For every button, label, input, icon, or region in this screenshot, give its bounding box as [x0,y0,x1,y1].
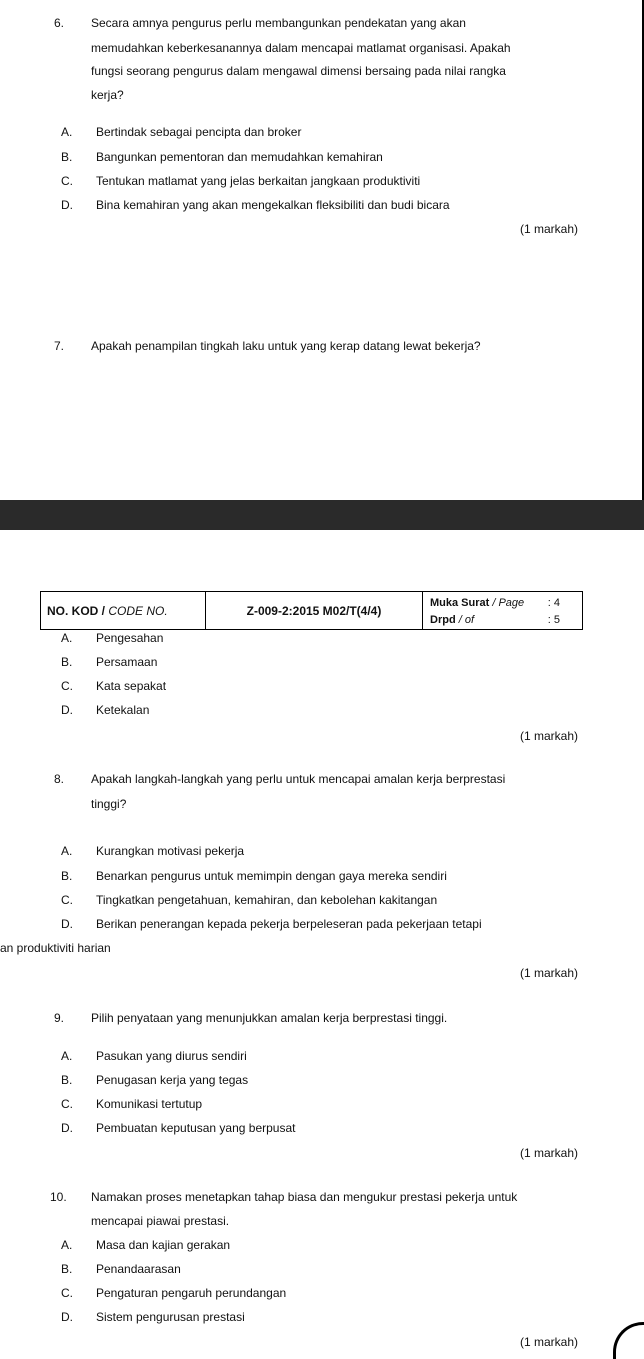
option-letter: B. [61,1073,73,1087]
code-label: NO. KOD / [47,603,109,618]
option-letter: B. [61,869,73,883]
code-value: Z-009-2:2015 M02/T(4/4) [246,603,382,618]
option-text: Ketekalan [96,703,150,717]
option-letter: D. [61,703,73,717]
option-text: Pembuatan keputusan yang berpusat [96,1121,296,1135]
option-letter: C. [61,174,73,188]
page-curl-corner [613,1322,644,1359]
option-text: Pengesahan [96,631,164,645]
page-label: Muka Surat [430,597,490,609]
option-text: Kata sepakat [96,679,167,693]
mark-label: (1 markah) [519,222,578,236]
option-letter: C. [61,1286,73,1300]
question-text-line: tinggi? [91,797,127,811]
question-text-line: mencapai piawai prestasi. [91,1214,230,1228]
question-text-line: Namakan proses menetapkan tahap biasa dan mengukur prestasi pekerja untuk [91,1190,518,1204]
option-letter: D. [61,198,73,212]
option-letter: D. [61,1121,73,1135]
of-label: Drpd [430,614,456,626]
mark-label: (1 markah) [519,1146,578,1160]
option-letter: D. [61,1310,73,1324]
option-text: Komunikasi tertutup [96,1097,203,1111]
mark-label: (1 markah) [519,966,578,980]
of-label-italic: / of [458,614,475,626]
option-text: Pasukan yang diurus sendiri [96,1049,247,1063]
option-text: Persamaan [96,655,158,669]
page-label-italic: / Page [492,597,525,609]
code-label-italic: CODE NO. [108,603,168,618]
option-letter: B. [61,1262,73,1276]
option-letter: A. [61,1049,73,1063]
question-text-line: fungsi seorang pengurus dalam mengawal dimensi bersaing pada nilai rangka [91,64,506,78]
code-value-cell [206,592,423,630]
option-text: Kurangkan motivasi pekerja [96,844,245,858]
page-value: : 4 [547,597,560,609]
option-text: Berikan penerangan kepada pekerja berpeleseran pada pekerjaan tetapi [96,917,482,931]
page-info-cell [423,592,583,630]
option-letter: A. [61,125,73,139]
mark-label: (1 markah) [519,1335,578,1349]
code-label-cell [41,592,206,630]
option-letter: C. [61,1097,73,1111]
option-letter: A. [61,844,73,858]
question-text-line: Apakah langkah-langkah yang perlu untuk mencapai amalan kerja berprestasi [91,772,506,786]
option-letter: A. [61,1238,73,1252]
option-text: Tingkatkan pengetahuan, kemahiran, dan kebolehan kakitangan [96,893,438,907]
option-text: Benarkan pengurus untuk memimpin dengan gaya mereka sendiri [96,869,447,883]
question-text: Apakah penampilan tingkah laku untuk yang kerap datang lewat bekerja? [91,339,481,353]
option-letter: C. [61,893,73,907]
question-text-line: Secara amnya pengurus perlu membangunkan pendekatan yang akan [91,16,466,30]
question-text-line: kerja? [91,88,124,102]
option-text: Penugasan kerja yang tegas [96,1073,249,1087]
option-text: Tentukan matlamat yang jelas berkaitan jangkaan produktiviti [96,174,421,188]
page-break-band [0,500,644,530]
question-text: Pilih penyataan yang menunjukkan amalan kerja berprestasi tinggi. [91,1011,448,1025]
option-letter: B. [61,655,73,669]
question-number: 7. [54,339,65,353]
option-text: Bangunkan pementoran dan memudahkan kemahiran [96,150,383,164]
mark-label: (1 markah) [519,729,578,743]
option-text-overflow: an produktiviti harian [0,941,111,955]
option-letter: A. [61,631,73,645]
option-text: Pengaturan pengaruh perundangan [96,1286,287,1300]
option-text: Bertindak sebagai pencipta dan broker [96,125,302,139]
option-text: Bina kemahiran yang akan mengekalkan fleksibiliti dan budi bicara [96,198,450,212]
option-text: Masa dan kajian gerakan [96,1238,231,1252]
option-letter: D. [61,917,73,931]
question-number: 10. [50,1190,67,1204]
question-text-line: memudahkan keberkesanannya dalam mencapai matlamat organisasi. Apakah [91,41,511,55]
of-value: : 5 [547,614,560,626]
question-number: 8. [54,772,65,786]
option-letter: B. [61,150,73,164]
page-header-table [40,591,583,630]
question-number: 6. [54,16,65,30]
option-text: Penandaarasan [96,1262,181,1276]
option-letter: C. [61,679,73,693]
question-number: 9. [54,1011,65,1025]
option-text: Sistem pengurusan prestasi [96,1310,245,1324]
